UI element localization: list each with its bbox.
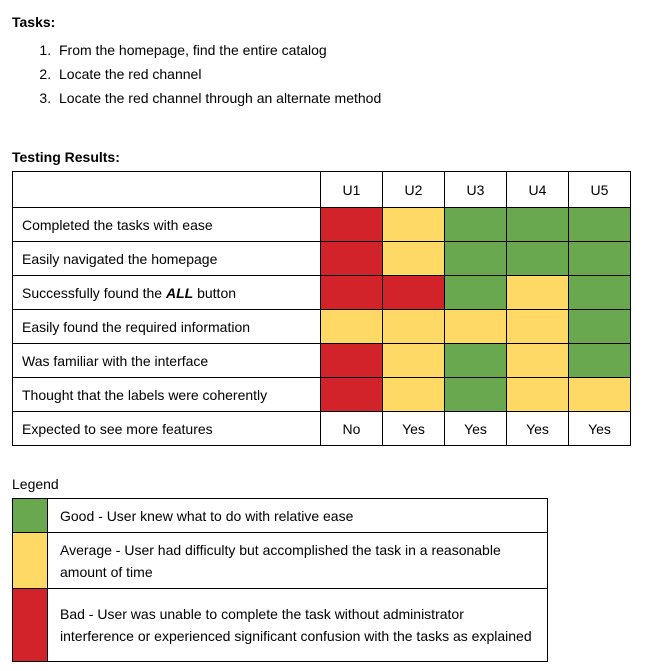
legend-table xyxy=(12,498,548,662)
results-corner-cell xyxy=(13,172,321,208)
results-column-header: U4 xyxy=(507,172,569,208)
rating-cell-good xyxy=(445,378,507,412)
rating-cell-good xyxy=(445,208,507,242)
results-column-header: U5 xyxy=(569,172,631,208)
rating-cell-bad xyxy=(321,208,383,242)
row-label: Successfully found the ALL button xyxy=(13,276,321,310)
rating-cell-average xyxy=(383,378,445,412)
row-label: Was familiar with the interface xyxy=(13,344,321,378)
legend-row xyxy=(13,589,548,662)
rating-cell-good xyxy=(569,276,631,310)
table-row xyxy=(13,412,631,446)
legend-row xyxy=(13,533,548,589)
rating-cell-good xyxy=(445,242,507,276)
rating-cell-bad xyxy=(321,378,383,412)
results-column-header: U1 xyxy=(321,172,383,208)
legend-description: Good - User knew what to do with relative ease xyxy=(48,499,548,533)
table-row xyxy=(13,344,631,378)
row-label: Thought that the labels were coherently xyxy=(13,378,321,412)
task-item: 3. Locate the red channel through an alternate method xyxy=(55,86,636,110)
rating-cell-bad xyxy=(321,242,383,276)
row-label: Easily navigated the homepage xyxy=(13,242,321,276)
rating-cell-average xyxy=(445,310,507,344)
rating-cell-average xyxy=(321,310,383,344)
answer-cell: Yes xyxy=(507,412,569,446)
table-row xyxy=(13,208,631,242)
rating-cell-good xyxy=(569,242,631,276)
row-label: Completed the tasks with ease xyxy=(13,208,321,242)
table-row xyxy=(13,378,631,412)
rating-cell-average xyxy=(383,310,445,344)
table-row xyxy=(13,310,631,344)
legend-row xyxy=(13,499,548,533)
task-item: 2. Locate the red channel xyxy=(55,62,636,86)
rating-cell-good xyxy=(569,208,631,242)
answer-cell: No xyxy=(321,412,383,446)
rating-cell-good xyxy=(445,344,507,378)
legend-swatch-average xyxy=(13,533,48,589)
rating-cell-good xyxy=(569,310,631,344)
task-item: 1. From the homepage, find the entire catalog xyxy=(55,38,636,62)
answer-cell: Yes xyxy=(445,412,507,446)
rating-cell-average xyxy=(507,344,569,378)
results-column-header: U2 xyxy=(383,172,445,208)
table-row xyxy=(13,242,631,276)
rating-cell-good xyxy=(507,208,569,242)
rating-cell-average xyxy=(383,344,445,378)
rating-cell-average xyxy=(507,378,569,412)
testing-results-table xyxy=(12,171,631,446)
rating-cell-good xyxy=(507,242,569,276)
answer-cell: Yes xyxy=(569,412,631,446)
tasks-heading: Tasks: xyxy=(12,14,56,30)
row-label: Expected to see more features xyxy=(13,412,321,446)
emphasized-label-text: ALL xyxy=(165,284,194,301)
legend-heading: Legend xyxy=(12,476,59,492)
table-row xyxy=(13,276,631,310)
rating-cell-bad xyxy=(321,344,383,378)
rating-cell-average xyxy=(383,208,445,242)
rating-cell-average xyxy=(569,378,631,412)
answer-cell: Yes xyxy=(383,412,445,446)
rating-cell-average xyxy=(507,310,569,344)
rating-cell-bad xyxy=(321,276,383,310)
testing-results-heading: Testing Results: xyxy=(12,149,120,165)
rating-cell-average xyxy=(507,276,569,310)
legend-description: Average - User had difficulty but accomplished the task in a reasonable amount of time xyxy=(48,533,548,589)
legend-description: Bad - User was unable to complete the task without administrator interference or experienced significant confusion with the tasks as explained xyxy=(48,589,548,662)
results-column-header: U3 xyxy=(445,172,507,208)
legend-swatch-bad xyxy=(13,589,48,662)
results-header-row xyxy=(13,172,631,208)
rating-cell-good xyxy=(569,344,631,378)
tasks-list xyxy=(12,38,636,110)
row-label: Easily found the required information xyxy=(13,310,321,344)
rating-cell-average xyxy=(383,242,445,276)
rating-cell-bad xyxy=(383,276,445,310)
legend-swatch-good xyxy=(13,499,48,533)
rating-cell-good xyxy=(445,276,507,310)
